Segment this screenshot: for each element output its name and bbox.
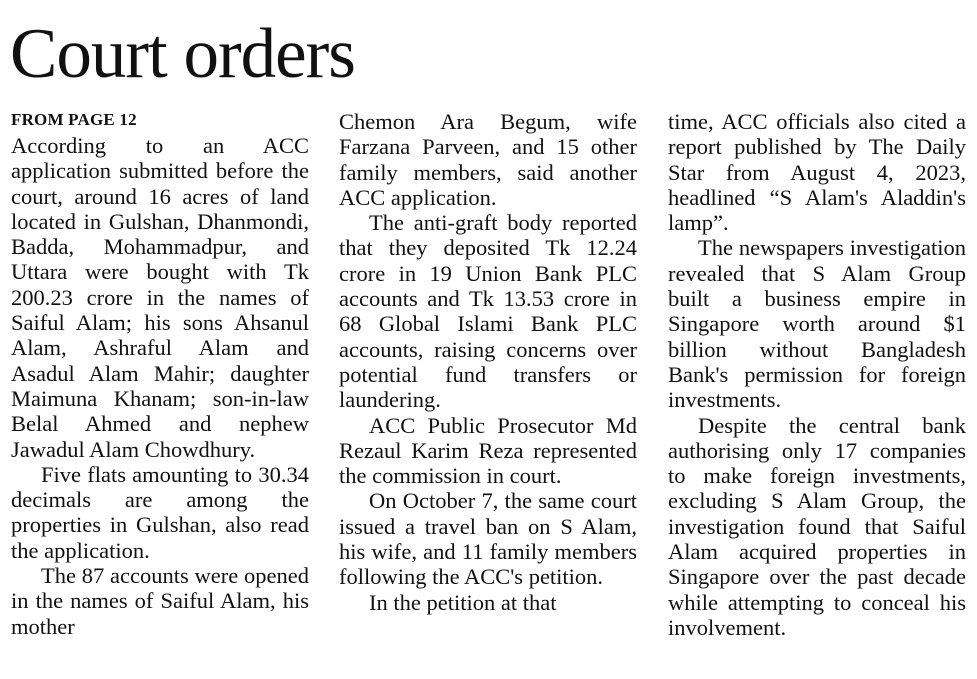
paragraph: In the petition at that	[369, 589, 557, 615]
paragraph: Five flats amounting to 30.34 decimals are among the properties in Gulshan, also read the application.	[11, 461, 309, 563]
paragraph: ACC Public Prosecutor Md Rezaul Karim Reza represented the commission in court.	[339, 412, 637, 489]
paragraph: time, ACC officials also cited a report published by The Daily Star from August 4, 2023, headlined “S Alam's Aladdin's lamp”.	[668, 109, 966, 236]
paragraph: Chemon Ara Begum, wife Farzana Parveen, and 15 other family members, said another ACC application.	[339, 109, 637, 210]
paragraph: The newspapers investigation revealed that S Alam Group built a business empire in Singapore worth around $1 billion without Bangladesh Bank's permission for foreign investments.	[668, 235, 966, 413]
paragraph: Despite the central bank authorising only 17 companies to make foreign investments, excluding S Alam Group, the investigation found that Saiful Alam acquired properties in Singapore over the past decade while attempting to conceal his involvement.	[668, 412, 966, 640]
continuation-kicker: FROM PAGE 12	[11, 110, 137, 129]
paragraph: The anti-graft body reported that they deposited Tk 12.24 crore in 19 Union Bank PLC accounts and Tk 13.53 crore in 68 Global Islami Bank PLC accounts, raising concerns over potential fund transfers or laundering.	[339, 210, 637, 413]
headline: Court orders	[10, 15, 355, 93]
paragraph: The 87 accounts were opened in the names of Saiful Alam, his mother	[11, 563, 309, 639]
article-column-1	[11, 109, 309, 639]
article-column-2	[339, 109, 637, 615]
paragraph: According to an ACC application submitted before the court, around 16 acres of land located in Gulshan, Dhanmondi, Badda, Mohammadpur, and Uttara were bought with Tk 200.23 crore in the names of Saiful Alam; his sons Ahsanul Alam, Ashraful Alam and Asadul Alam Mahir; daughter Maimuna Khanam; son-in-law Belal Ahmed and nephew Jawadul Alam Chowdhury.	[11, 133, 309, 462]
article-column-3	[668, 109, 966, 640]
paragraph: On October 7, the same court issued a travel ban on S Alam, his wife, and 11 family members following the ACC's petition.	[339, 488, 637, 590]
